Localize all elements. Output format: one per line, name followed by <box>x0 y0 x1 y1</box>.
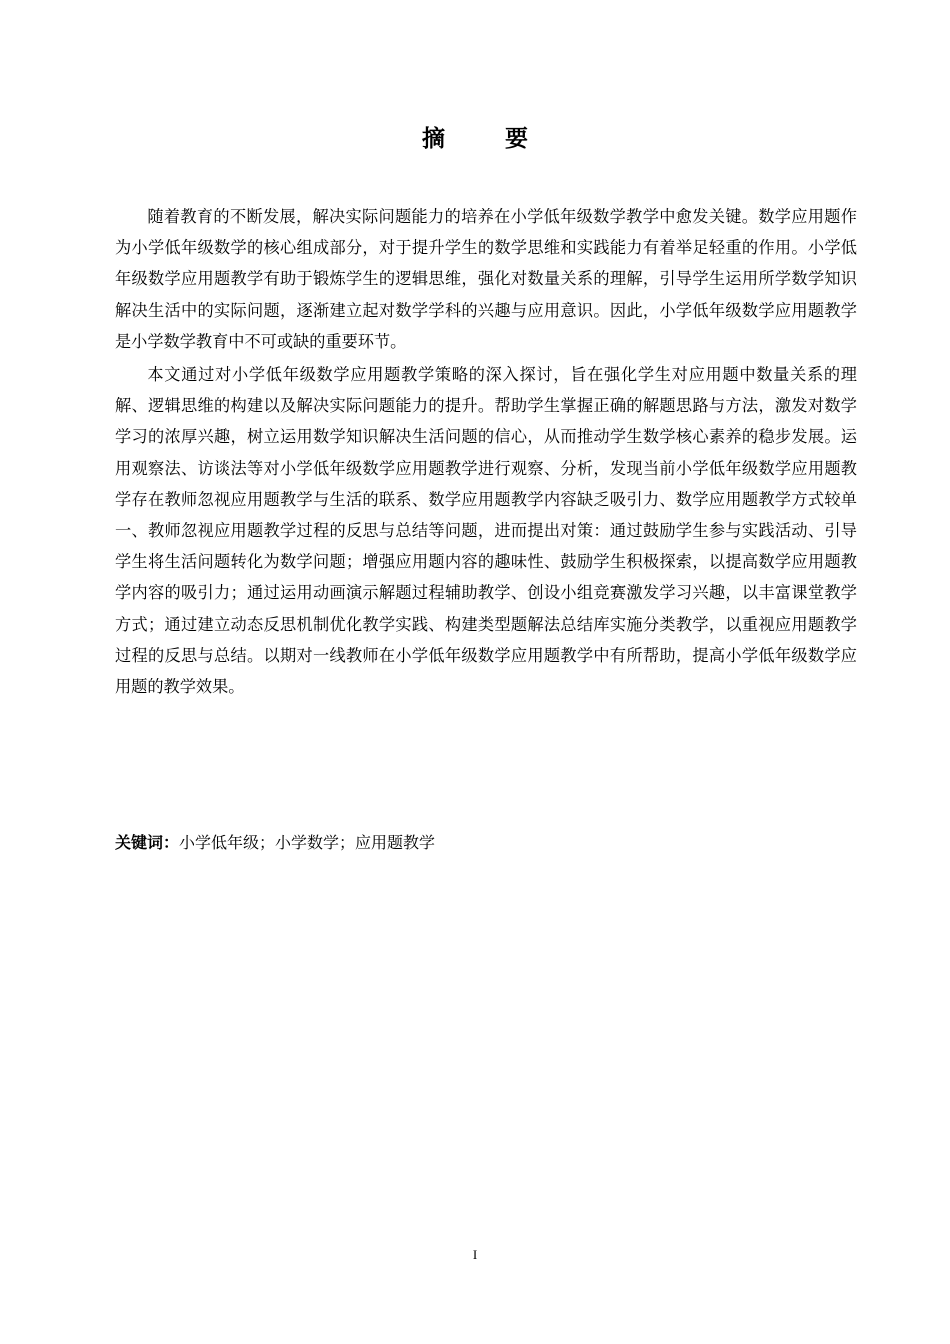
abstract-body <box>115 201 857 702</box>
abstract-paragraph-2: 本文通过对小学低年级数学应用题教学策略的深入探讨，旨在强化学生对应用题中数量关系的理解、逻辑思维的构建以及解决实际问题能力的提升。帮助学生掌握正确的解题思路与方法，激发对数学学习的浓厚兴趣，树立运用数学知识解决生活问题的信心，从而推动学生数学核心素养的稳步发展。运用观察法、访谈法等对小学低年级数学应用题教学进行观察、分析，发现当前小学低年级数学应用题教学存在教师忽视应用题教学与生活的联系、数学应用题教学内容缺乏吸引力、数学应用题教学方式较单一、教师忽视应用题教学过程的反思与总结等问题，进而提出对策：通过鼓励学生参与实践活动、引导学生将生活问题转化为数学问题；增强应用题内容的趣味性、鼓励学生积极探索，以提高数学应用题教学内容的吸引力；通过运用动画演示解题过程辅助教学、创设小组竞赛激发学习兴趣，以丰富课堂教学方式；通过建立动态反思机制优化教学实践、构建类型题解法总结库实施分类教学，以重视应用题教学过程的反思与总结。以期对一线教师在小学低年级数学应用题教学中有所帮助，提高小学低年级数学应用题的教学效果。 <box>115 365 857 697</box>
keywords-label: 关键词： <box>115 833 180 852</box>
keywords-line <box>115 828 857 858</box>
page-number: I <box>472 1247 478 1262</box>
page-title: 摘 要 <box>421 126 554 152</box>
keywords-text: 小学低年级；小学数学；应用题教学 <box>179 833 436 852</box>
abstract-paragraph-1: 随着教育的不断发展，解决实际问题能力的培养在小学低年级数学教学中愈发关键。数学应用题作为小学低年级数学的核心组成部分，对于提升学生的数学思维和实践能力有着举足轻重的作用。小学低年级数学应用题教学有助于锻炼学生的逻辑思维，强化对数量关系的理解，引导学生运用所学数学知识解决生活中的实际问题，逐渐建立起对数学学科的兴趣与应用意识。因此，小学低年级数学应用题教学是小学数学教育中不可或缺的重要环节。 <box>115 207 857 351</box>
